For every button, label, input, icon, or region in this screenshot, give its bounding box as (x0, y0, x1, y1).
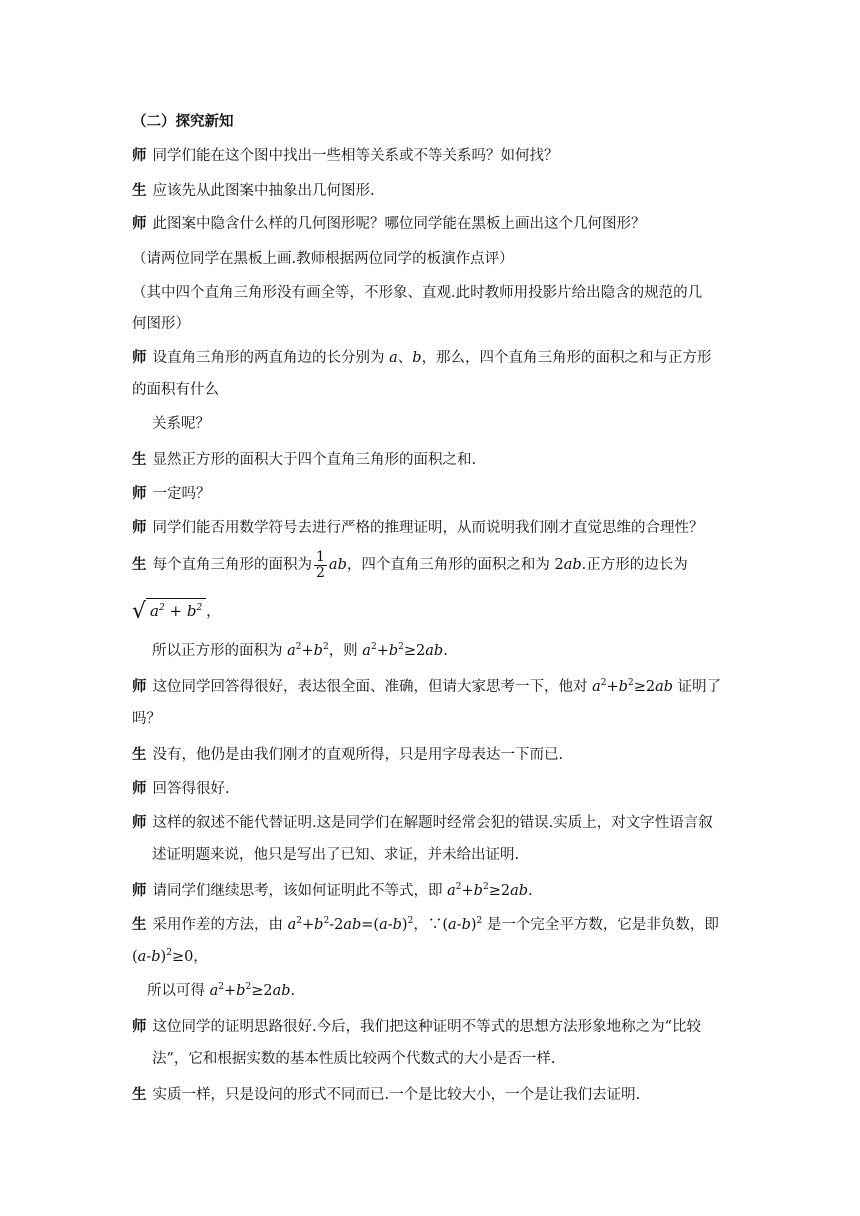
text: 此图案中隐含什么样的几何图形呢？哪位同学能在黑板上画出这个几何图形？ (152, 216, 646, 232)
paragraph (132, 146, 559, 166)
paragraph: 师 设直角三角形的两直角边的长分别为 a、b，那么，四个直角三角形的面积之和与正方形 (132, 349, 712, 366)
speaker-teacher: 师 (132, 1018, 147, 1035)
paragraph (132, 181, 375, 201)
text: 这样的叙述不能代替证明.这是同学们在解题时经常会犯的错误.实质上，对文字性语言叙 (152, 815, 713, 831)
speaker-student: 生 (132, 451, 147, 468)
speaker-student: 生 (132, 1086, 147, 1103)
paragraph: 生 每个直角三角形的面积为 $\frac{1}{2}$ ab，四个直角三角形的面积之和为 2ab.正方形的边长为 (132, 548, 688, 581)
text: 同学们能否用数学符号去进行严格的推理证明，从而说明我们刚才直觉思维的合理性？ (152, 520, 704, 536)
text: 设直角三角形的两直角边的长分别为 (152, 350, 385, 366)
speaker-teacher: 师 (132, 882, 147, 899)
text: 这位同学回答得很好，表达很全面、准确，但请大家思考一下，他对 (152, 679, 588, 695)
speaker-teacher: 师 (132, 519, 147, 536)
paragraph: 师 请同学们继续思考，该如何证明此不等式，即 $a^2+b^2\ge 2ab$. (132, 882, 533, 899)
text: 显然正方形的面积大于四个直角三角形的面积之和. (152, 452, 477, 468)
text: 证明了 (677, 679, 722, 695)
speaker-teacher: 师 (132, 814, 147, 831)
paragraph-cont: 法”，它和根据实数的基本性质比较两个代数式的大小是否一样. (152, 1051, 556, 1067)
paragraph (132, 813, 713, 833)
text: 采用作差的方法，由 (152, 917, 283, 933)
paragraph-cont: 述证明题来说，他只是写出了已知、求证，并未给出证明. (152, 847, 520, 863)
formula-line (132, 598, 221, 622)
speaker-student: 生 (132, 916, 147, 933)
text: 一定吗？ (152, 486, 211, 502)
text: 同学们能在这个图中找出一些相等关系或不等关系吗？如何找？ (152, 148, 559, 164)
paragraph (132, 450, 476, 470)
speaker-student: 生 (132, 556, 147, 573)
paragraph-cont: 关系呢？ (152, 416, 210, 432)
text: ，则 (328, 643, 358, 659)
sqrt-expression: √ $a^2 + b^2$ (132, 598, 206, 622)
paragraph-cont: $(a-b)^2\ge 0$， (132, 948, 208, 965)
text: 是一个完全平方数，它是非负数，即 (486, 917, 719, 933)
speaker-teacher: 师 (132, 215, 147, 232)
paragraph: 生 采用作差的方法，由 $a^2+b^2-2ab=(a-b)^2$，$\because(a-b)^2$ 是一个完全平方数，它是非负数，即 (132, 916, 719, 933)
text: 每个直角三角形的面积为 (152, 557, 312, 573)
text: ≥0， (171, 949, 208, 965)
section-title: （二）探究新知 (132, 113, 234, 130)
text: 实质一样，只是设问的形式不同而已.一个是比较大小，一个是让我们去证明. (152, 1087, 641, 1103)
speaker-teacher: 师 (132, 678, 147, 695)
stage-note-cont: 何图形） (132, 316, 190, 332)
speaker-student: 生 (132, 182, 147, 199)
paragraph-cont: 所以可得 $a^2+b^2\ge 2ab$. (147, 982, 296, 999)
fraction-one-half: $\frac{1}{2}$ (316, 548, 325, 581)
speaker-teacher: 师 (132, 147, 147, 164)
paragraph (132, 745, 563, 765)
text: 请同学们继续思考，该如何证明此不等式，即 (152, 883, 443, 899)
text: 回答得很好. (152, 781, 230, 797)
paragraph (132, 214, 646, 234)
paragraph (132, 484, 211, 504)
stage-note: （其中四个直角三角形没有画全等，不形象、直观.此时教师用投影片给出隐含的规范的几 (132, 285, 703, 301)
text: 没有，他仍是由我们刚才的直观所得，只是用字母表达一下而已. (152, 747, 564, 763)
text: 这位同学的证明思路很好.今后，我们把这种证明不等式的思想方法形象地称之为“比较 (152, 1019, 702, 1035)
text: 应该先从此图案中抽象出几何图形. (152, 183, 375, 199)
speaker-teacher: 师 (132, 349, 147, 366)
paragraph (132, 779, 230, 799)
stage-note: （请两位同学在黑板上画.教师根据两位同学的板演作点评） (132, 251, 514, 267)
paragraph (132, 1085, 640, 1105)
text: ，四个直角三角形的面积之和为 2 (346, 557, 564, 573)
text: ， (206, 604, 221, 620)
text: ，∵ (413, 917, 443, 933)
paragraph: 师 这位同学回答得很好，表达很全面、准确，但请大家思考一下，他对 $a^2+b^2\ge 2ab$ 证明了 (132, 678, 722, 695)
text: .正方形的边长为 (581, 557, 688, 573)
paragraph-cont: 吗？ (132, 711, 161, 727)
paragraph (132, 518, 704, 538)
speaker-teacher: 师 (132, 485, 147, 502)
speaker-student: 生 (132, 746, 147, 763)
text: 所以可得 (147, 983, 205, 999)
speaker-teacher: 师 (132, 780, 147, 797)
paragraph-cont: 所以正方形的面积为 $a^2+b^2$，则 $a^2+b^2\ge 2ab$. (152, 642, 448, 659)
paragraph-cont: 的面积有什么 (132, 382, 219, 398)
text: 所以正方形的面积为 (152, 643, 283, 659)
text: ，那么，四个直角三角形的面积之和与正方形 (421, 350, 712, 366)
paragraph (132, 1017, 701, 1037)
